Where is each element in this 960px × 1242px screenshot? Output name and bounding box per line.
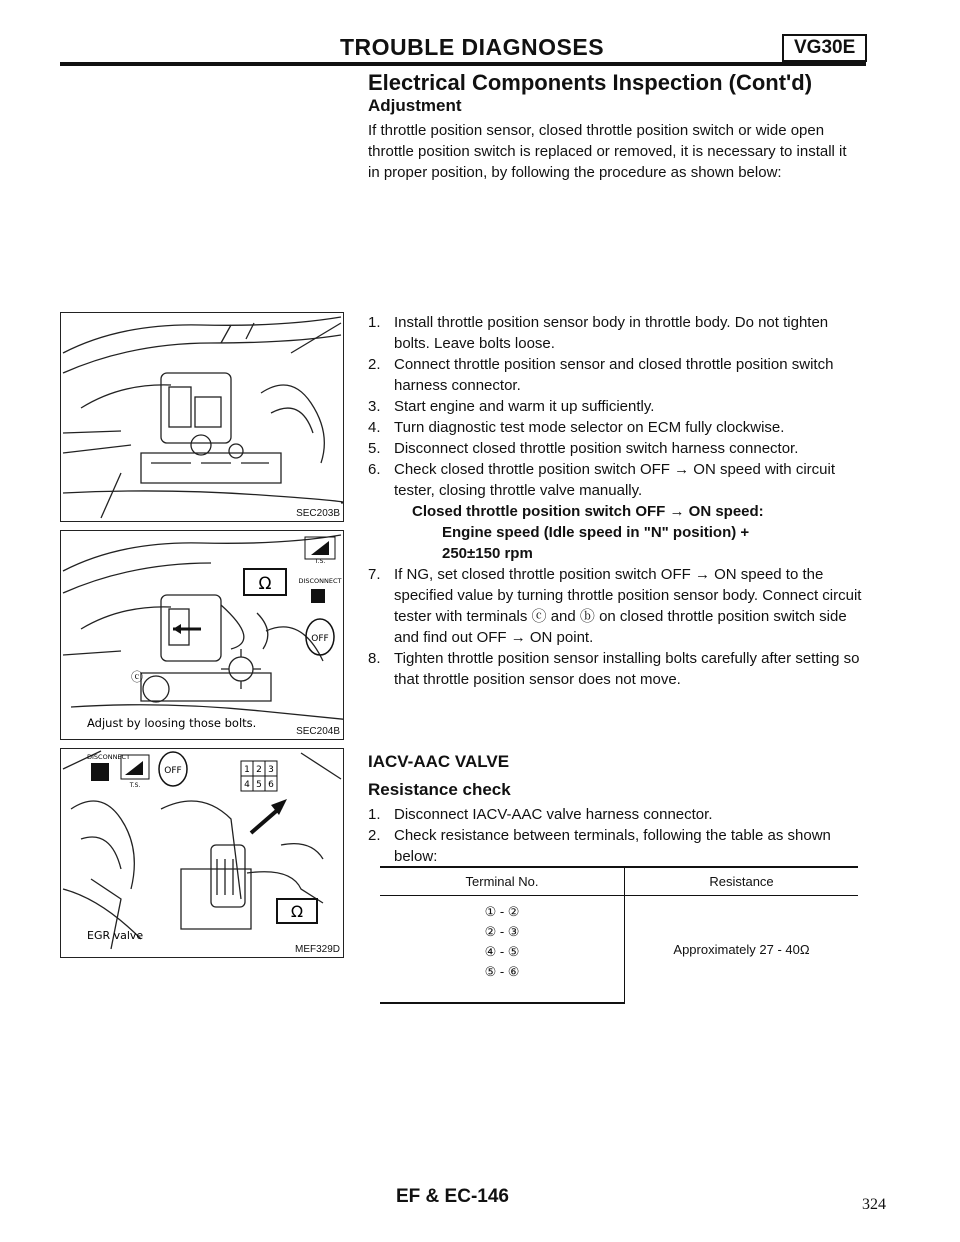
resistance-cell: Approximately 27 - 40Ω [673,942,810,957]
figure-code: SEC203B [296,508,340,519]
step-item [368,804,862,825]
section-title: Electrical Components Inspection (Cont'd) [368,70,813,95]
step-item [368,438,862,459]
iacv-subheading: Resistance check [368,780,511,799]
ohm-symbol: Ω [290,902,304,921]
step-text: Check resistance between terminals, following the table as shown below: [394,827,831,865]
step-text: If NG, set closed throttle position switch OFF → ON speed to the specified value by turning throttle position sensor body. Connect circuit tester with terminals ⓒ and ⓑ on closed throttle position switch side and find out OFF → ON point. [394,566,862,646]
figure-code: MEF329D [294,944,340,955]
figure-throttle-sensor [60,312,344,522]
pin-label: 3 [268,765,274,775]
step-item [368,825,862,867]
terminal-cell [380,922,625,942]
pin-label: 2 [256,765,262,775]
step-text: Install throttle position sensor body in throttle body. Do not tighten bolts. Leave bolts loose. [394,314,829,352]
ohm-symbol: Ω [258,574,272,594]
adjustment-intro: If throttle position sensor, closed throttle position switch or wide open throttle position switch is replaced or removed, it is necessary to install it in proper position, by following the procedure as shown below: [368,122,847,181]
terminal-pair: ② - ③ [484,924,520,939]
egr-caption: EGR valve [87,929,144,942]
step-number: 1. [368,806,381,823]
terminal-cell [380,942,625,962]
step-text: Tighten throttle position sensor installing bolts carefully after setting so that throttle position sensor does not move. [394,650,860,688]
adjust-illustration [61,531,343,739]
step-number: 3. [368,398,381,415]
adjust-caption: Adjust by loosing those bolts. [87,716,257,730]
step-text: Turn diagnostic test mode selector on ECM fully clockwise. [394,419,785,436]
terminal-c-label: ⓒ [131,670,144,684]
step-number: 6. [368,461,381,478]
step-number: 8. [368,650,381,667]
pin-label: 1 [244,765,250,775]
step-text: Start engine and warm it up sufficiently. [394,398,655,415]
figure-code: SEC204B [296,726,340,737]
terminal-pair: ① - ② [484,904,520,919]
page-header-title: TROUBLE DIAGNOSES [340,34,605,60]
step-item [368,354,862,396]
step-text: Connect throttle position sensor and closed throttle position switch harness connector. [394,356,834,394]
step-number: 4. [368,419,381,436]
terminal-pair: ④ - ⑤ [484,944,520,959]
col-terminal-header: Terminal No. [380,867,625,896]
header-rule [60,62,866,66]
terminal-cell [380,896,625,923]
step-text: Disconnect IACV-AAC valve harness connector. [394,806,713,823]
off-label: OFF [164,766,182,776]
step-item [368,459,862,564]
spec-value-1: Engine speed (Idle speed in "N" position) + [442,524,750,541]
adjustment-heading: Adjustment [368,96,462,115]
disconnect-label: DISCONNECT [298,577,342,585]
ts-label: T.S. [314,558,326,565]
step-number: 2. [368,356,381,373]
step-item [368,417,862,438]
spec-value-2: 250±150 rpm [442,545,533,562]
table-row [380,896,858,923]
adjustment-steps [368,312,862,690]
table-header-row [380,867,858,896]
step-item [368,564,862,648]
spec-label: Closed throttle position switch OFF → ON speed: [412,503,764,520]
ts-label: T.S. [129,782,141,789]
off-label: OFF [311,634,329,644]
iacv-heading: IACV-AAC VALVE [368,752,510,771]
iacv-steps [368,804,862,867]
step-item [368,396,862,417]
step-item [368,312,862,354]
step-text: Check closed throttle position switch OFF → ON speed with circuit tester, closing throttle valve manually. [394,461,835,499]
col-resistance-header: Resistance [625,867,859,896]
pin-label: 4 [244,780,250,790]
page-number: 324 [862,1196,886,1213]
figure-adjust-bolts [60,530,344,740]
step-number: 5. [368,440,381,457]
step-number: 1. [368,314,381,331]
step-text: Disconnect closed throttle position switch harness connector. [394,440,799,457]
step-item [368,648,862,690]
figure-iacv-valve [60,748,344,958]
iacv-illustration [61,749,343,957]
resistance-table [380,866,858,1004]
pin-label: 5 [256,780,262,790]
step-number: 2. [368,827,381,844]
disconnect-label: DISCONNECT [87,753,131,761]
step-number: 7. [368,566,381,583]
footer-label: EF & EC-146 [396,1186,509,1207]
engine-tag: VG30E [782,34,867,62]
pin-label: 6 [268,780,274,790]
terminal-cell [380,962,625,1003]
engine-illustration [61,313,343,521]
terminal-pair: ⑤ - ⑥ [484,964,520,979]
